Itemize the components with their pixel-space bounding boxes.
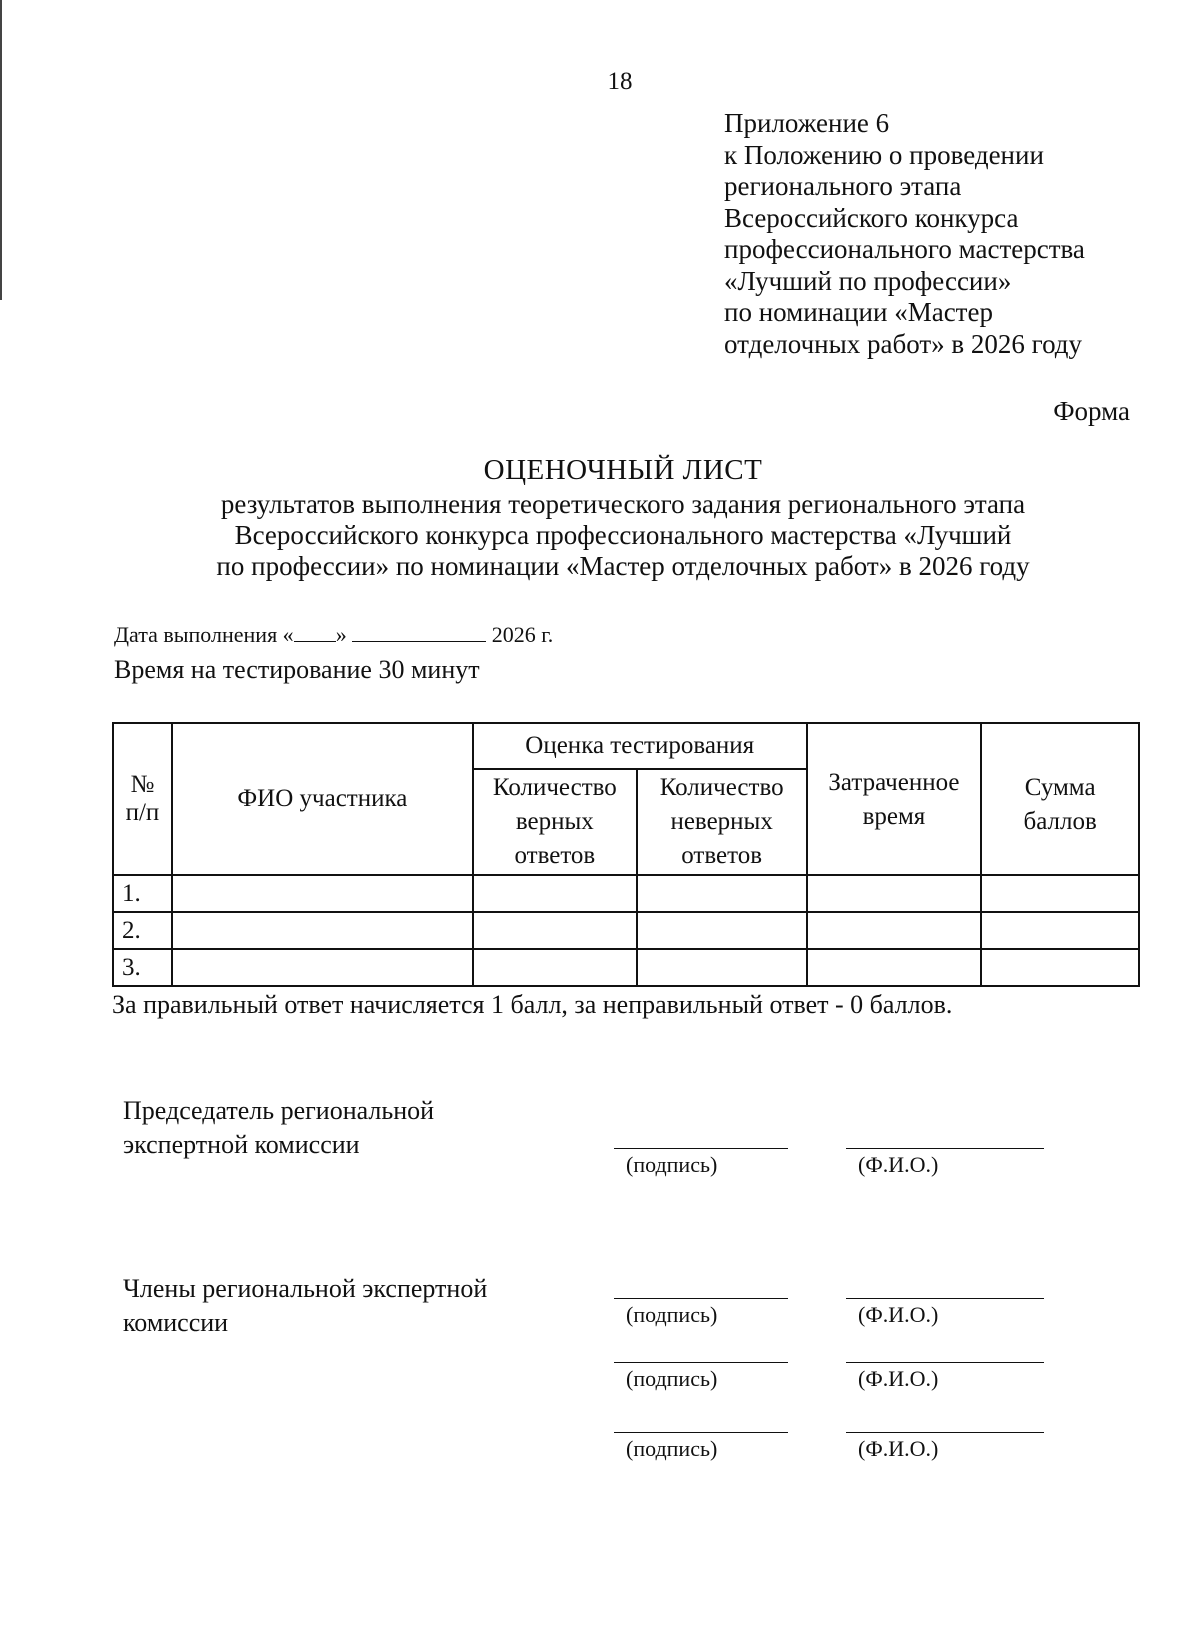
member1-signature-line[interactable]	[614, 1298, 788, 1299]
table-row	[113, 912, 1139, 949]
cell-wrong[interactable]	[637, 912, 807, 949]
date-mid: »	[335, 622, 347, 647]
cell-correct[interactable]	[473, 912, 637, 949]
day-blank[interactable]	[294, 623, 336, 642]
row-number: 2.	[113, 912, 172, 949]
cell-time[interactable]	[807, 912, 982, 949]
cell-sum[interactable]	[981, 875, 1139, 912]
signature-caption: (подпись)	[626, 1366, 718, 1391]
cell-sum[interactable]	[981, 912, 1139, 949]
cell-sum[interactable]	[981, 949, 1139, 986]
cell-fio[interactable]	[172, 875, 473, 912]
document-title	[0, 455, 1200, 582]
header-fio: ФИО участника	[172, 723, 473, 875]
member2-signature-line[interactable]	[614, 1362, 788, 1363]
cell-correct[interactable]	[473, 875, 637, 912]
row-number: 3.	[113, 949, 172, 986]
cell-wrong[interactable]	[637, 875, 807, 912]
page-number: 18	[607, 68, 633, 95]
header-time-spent: Затраченное время	[807, 723, 982, 875]
member3-signature-line[interactable]	[614, 1432, 788, 1433]
scan-edge-line	[0, 0, 2, 300]
appendix-line: регионального этапа	[724, 171, 962, 201]
fio-caption: (Ф.И.О.)	[858, 1152, 939, 1177]
header-number: № п/п	[113, 723, 172, 875]
appendix-line: по номинации «Мастер	[724, 297, 993, 327]
signature-caption: (подпись)	[626, 1436, 718, 1461]
header-total-score: Сумма баллов	[981, 723, 1139, 875]
title-line: результатов выполнения теоретического задания регионального этапа	[220, 489, 1026, 519]
cell-fio[interactable]	[172, 912, 473, 949]
cell-wrong[interactable]	[637, 949, 807, 986]
date-suffix: 2026 г.	[486, 622, 554, 647]
scoring-note: За правильный ответ начисляется 1 балл, за неправильный ответ - 0 баллов.	[112, 990, 953, 1019]
evaluation-table	[112, 722, 1140, 987]
time-line: Время на тестирование 30 минут	[114, 655, 480, 684]
cell-time[interactable]	[807, 875, 982, 912]
date-line	[114, 622, 553, 648]
chair-signature-line[interactable]	[614, 1148, 788, 1149]
members-label: Члены региональной экспертной комиссии	[123, 1274, 488, 1337]
chair-fio-line[interactable]	[846, 1148, 1044, 1149]
title-main: ОЦЕНОЧНЫЙ ЛИСТ	[483, 454, 763, 486]
member2-fio-line[interactable]	[846, 1362, 1044, 1363]
cell-fio[interactable]	[172, 949, 473, 986]
fio-caption: (Ф.И.О.)	[858, 1436, 939, 1461]
member3-fio-line[interactable]	[846, 1432, 1044, 1433]
header-wrong-count: Количество неверных ответов	[637, 769, 807, 875]
appendix-line: к Положению о проведении	[724, 139, 1044, 170]
title-line: по профессии» по номинации «Мастер отделочных работ» в 2026 году	[216, 551, 1030, 581]
member1-fio-line[interactable]	[846, 1298, 1044, 1299]
header-correct-count: Количество верных ответов	[473, 769, 637, 875]
appendix-block	[724, 108, 1085, 360]
row-number: 1.	[113, 875, 172, 912]
header-test-score: Оценка тестирования	[473, 723, 807, 769]
date-prefix: Дата выполнения «	[114, 622, 294, 647]
appendix-line: Всероссийского конкурса	[724, 202, 1019, 233]
month-blank[interactable]	[352, 623, 486, 642]
title-line: Всероссийского конкурса профессионального мастерства «Лучший	[234, 520, 1012, 550]
chair-label: Председатель региональной экспертной комиссии	[123, 1096, 435, 1159]
signature-caption: (подпись)	[626, 1152, 718, 1177]
table-row	[113, 949, 1139, 986]
cell-time[interactable]	[807, 949, 982, 986]
appendix-line: «Лучший по профессии»	[724, 265, 1012, 296]
cell-correct[interactable]	[473, 949, 637, 986]
appendix-line: профессионального мастерства	[724, 234, 1085, 264]
form-label: Форма	[1053, 396, 1130, 426]
appendix-line: отделочных работ» в 2026 году	[724, 328, 1083, 359]
signature-caption: (подпись)	[626, 1302, 718, 1327]
fio-caption: (Ф.И.О.)	[858, 1302, 939, 1327]
appendix-line: Приложение 6	[724, 108, 890, 138]
fio-caption: (Ф.И.О.)	[858, 1366, 939, 1391]
table-row	[113, 875, 1139, 912]
